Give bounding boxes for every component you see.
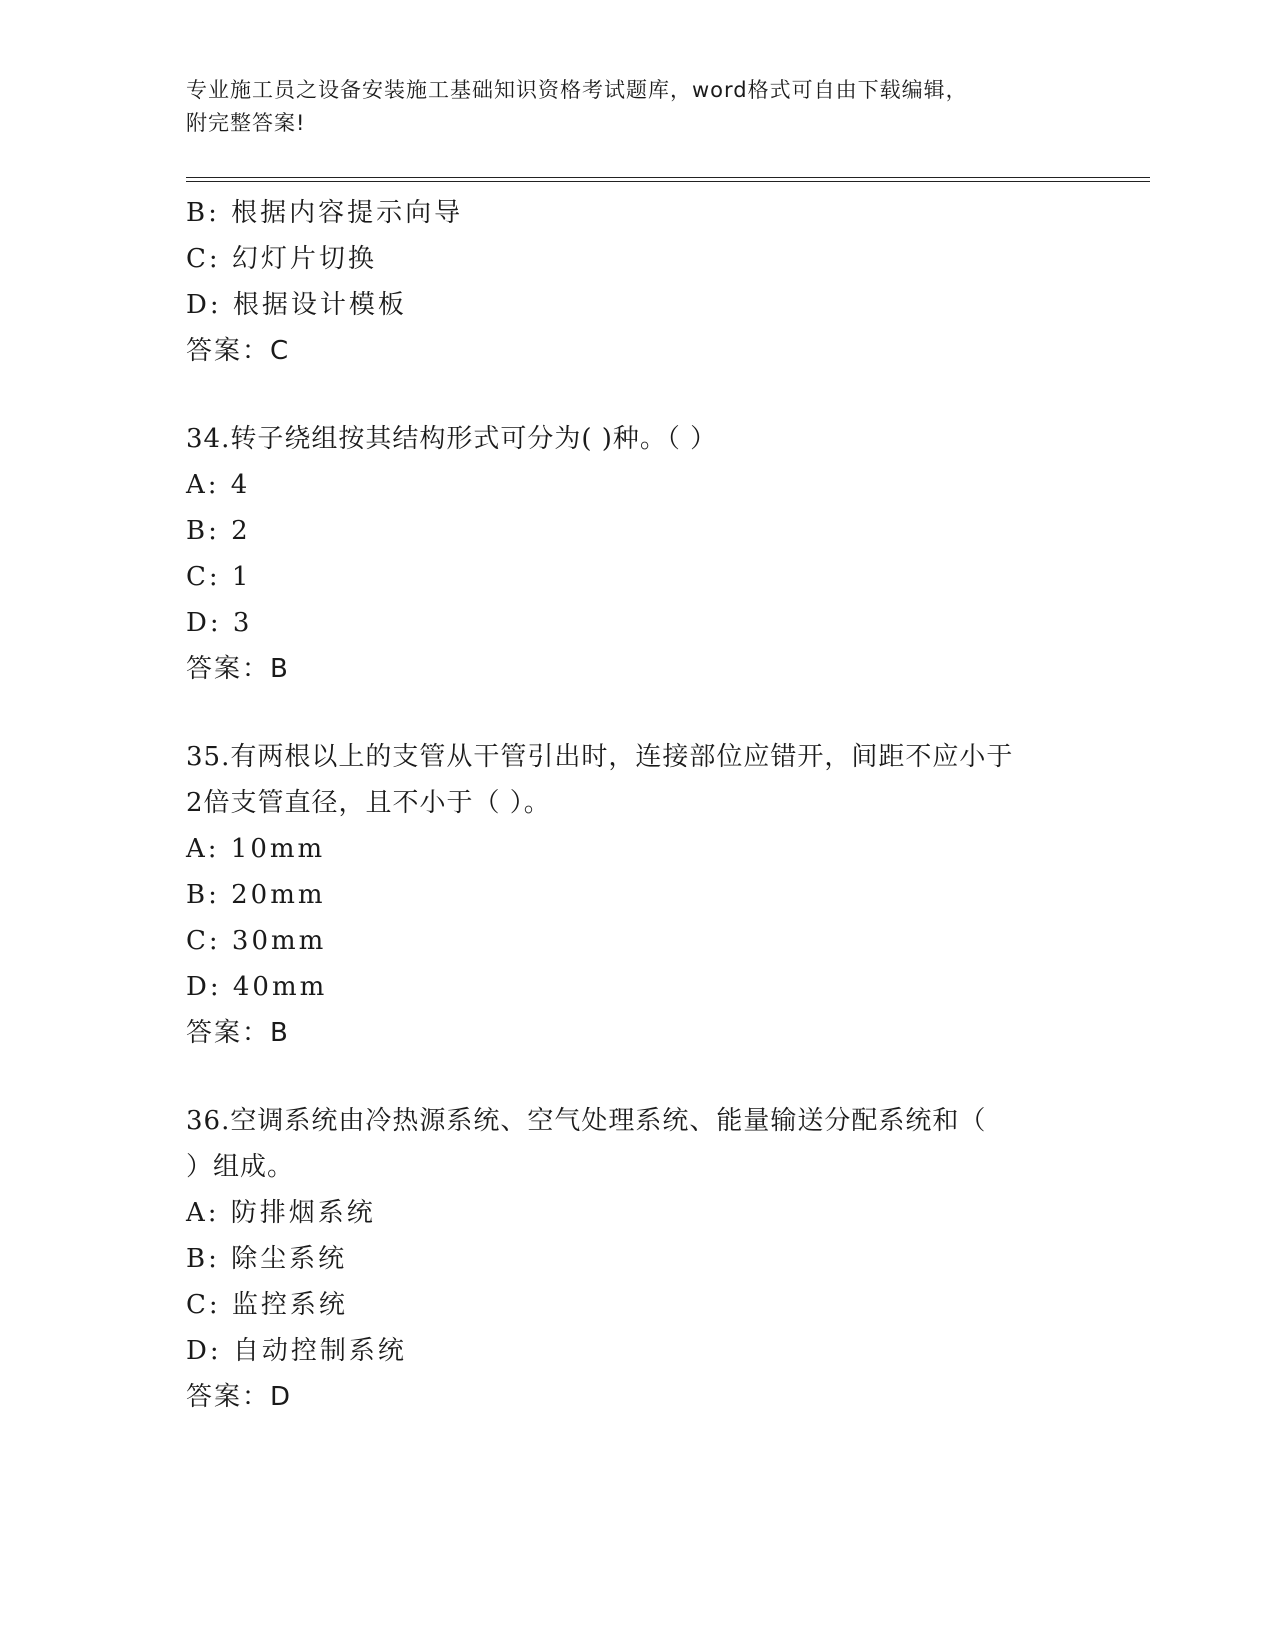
option-b: B: 除尘系统 [186,1244,348,1274]
question-text-continued: 2倍支管直径，且不小于（ ）。 [186,788,551,818]
option-c: C: 监控系统 [186,1290,348,1320]
option-a: A: 4 [186,470,251,500]
option-b: B: 2 [186,516,251,546]
option-c: C: 幻灯片切换 [186,244,377,274]
question-block-33 [186,190,1086,374]
question-text: 35.有两根以上的支管从干管引出时，连接部位应错开，间距不应小于 [186,742,1014,772]
question-text: 34.转子绕组按其结构形式可分为( )种。（ ） [186,424,718,454]
answer-line: 答案：D [186,1382,293,1412]
answer-line: 答案：B [186,1018,290,1048]
header-divider [186,177,1150,182]
document-header [186,74,1066,140]
answer-line: 答案：B [186,654,290,684]
question-block-36 [186,1098,1086,1420]
option-b: B: 20mm [186,880,326,910]
option-c: C: 1 [186,562,252,592]
header-line-1: 专业施工员之设备安装施工基础知识资格考试题库，word格式可自由下载编辑， [186,78,968,102]
question-block-35 [186,734,1086,1056]
spacer [186,374,1086,416]
question-block-34 [186,416,1086,692]
spacer [186,692,1086,734]
option-d: D: 3 [186,608,253,638]
option-a: A: 10mm [186,834,326,864]
header-line-2: 附完整答案! [186,111,306,135]
spacer [186,1056,1086,1098]
option-d: D: 自动控制系统 [186,1336,407,1366]
question-list [186,190,1086,1420]
option-b: B: 根据内容提示向导 [186,198,464,228]
question-text-continued: ）组成。 [186,1152,295,1182]
option-d: D: 根据设计模板 [186,290,407,320]
option-a: A: 防排烟系统 [186,1198,376,1228]
option-d: D: 40mm [186,972,328,1002]
option-c: C: 30mm [186,926,327,956]
question-text: 36.空调系统由冷热源系统、空气处理系统、能量输送分配系统和（ [186,1106,987,1136]
answer-line: 答案：C [186,336,291,366]
